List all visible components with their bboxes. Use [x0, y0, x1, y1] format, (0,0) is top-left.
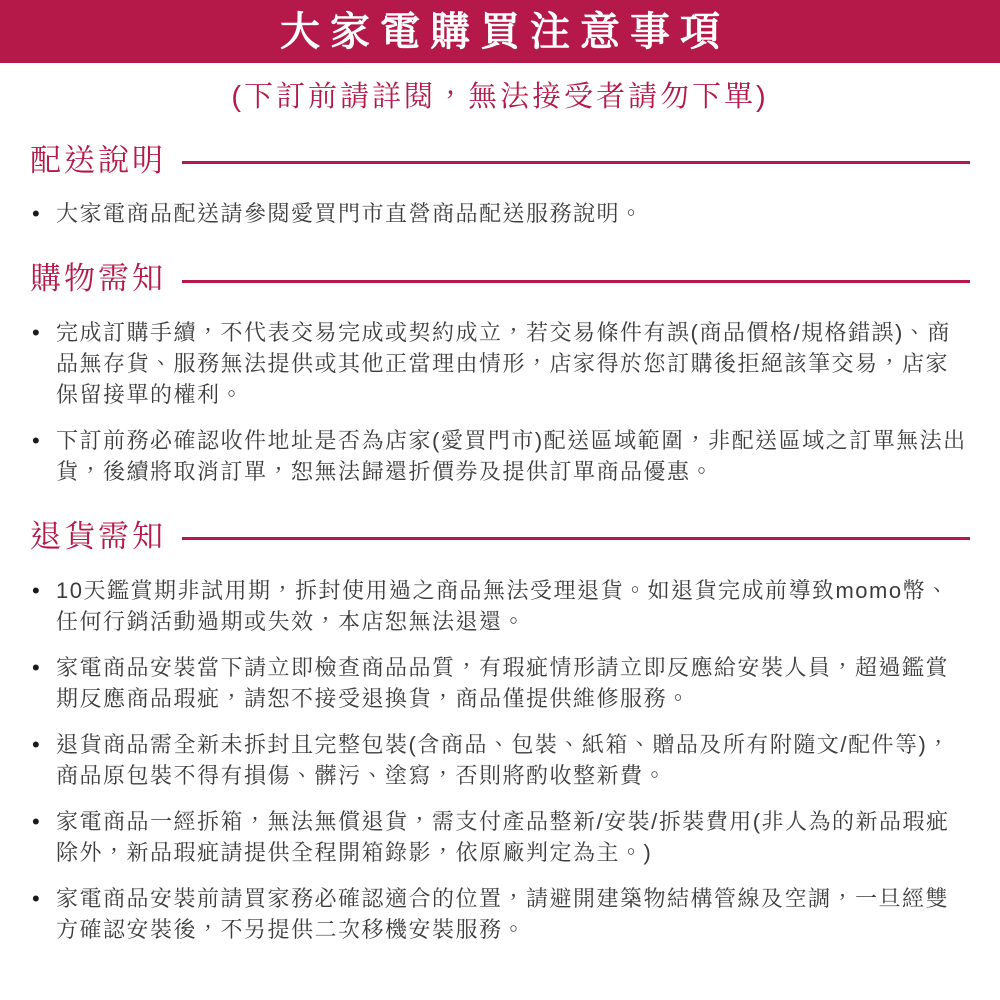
bullet-icon: •	[32, 577, 42, 603]
delivery-bullet-list	[30, 198, 970, 229]
list-item	[30, 883, 970, 945]
page-subtitle: (下訂前請詳閱，無法接受者請勿下單)	[231, 81, 769, 113]
section-header-returns	[30, 519, 970, 555]
section-heading-shopping: 購物需知	[30, 261, 166, 297]
list-item	[30, 425, 970, 487]
bullet-text: 10天鑑賞期非試用期，拆封使用過之商品無法受理退貨。如退貨完成前導致momo幣、任何行銷活動過期或失效，本店恕無法退還。	[56, 577, 950, 634]
bullet-text: 家電商品一經拆箱，無法無償退貨，需支付產品整新/安裝/拆裝費用(非人為的新品瑕疵除外，新品瑕疵請提供全程開箱錄影，依原廠判定為主。)	[56, 808, 950, 865]
bullet-icon: •	[32, 808, 42, 834]
section-heading-returns: 退貨需知	[30, 519, 166, 555]
header-banner	[0, 0, 1000, 63]
section-divider	[182, 537, 970, 540]
section-divider	[182, 280, 970, 283]
bullet-icon: •	[32, 885, 42, 911]
bullet-text: 家電商品安裝前請買家務必確認適合的位置，請避開建築物結構管線及空調，一旦經雙方確認安裝後，不另提供二次移機安裝服務。	[56, 885, 950, 942]
bullet-icon: •	[32, 654, 42, 680]
list-item	[30, 198, 970, 229]
bullet-text: 家電商品安裝當下請立即檢查商品品質，有瑕疵情形請立即反應給安裝人員，超過鑑賞期反應商品瑕疵，請恕不接受退換貨，商品僅提供維修服務。	[56, 654, 950, 711]
section-heading-delivery: 配送說明	[30, 142, 166, 178]
bullet-text: 完成訂購手續，不代表交易完成或契約成立，若交易條件有誤(商品價格/規格錯誤)、商品無存貨、服務無法提供或其他正當理由情形，店家得於您訂購後拒絕該筆交易，店家保留接單的權利。	[56, 320, 951, 408]
section-header-delivery	[30, 143, 970, 179]
list-item	[30, 729, 970, 791]
bullet-icon: •	[32, 320, 42, 346]
list-item	[30, 575, 970, 637]
bullet-text: 大家電商品配送請參閱愛買門市直營商品配送服務說明。	[56, 201, 644, 227]
list-item	[30, 317, 970, 410]
bullet-text: 退貨商品需全新未拆封且完整包裝(含商品、包裝、紙箱、贈品及所有附隨文/配件等)，商品原包裝不得有損傷、髒污、塗寫，否則將酌收整新費。	[56, 731, 951, 788]
bullet-text: 下訂前務必確認收件地址是否為店家(愛買門市)配送區域範圍，非配送區域之訂單無法出貨，後續將取消訂單，恕無法歸還折價券及提供訂單商品優惠。	[56, 428, 967, 485]
page-title: 大家電購買注意事項	[280, 9, 730, 54]
bullet-icon: •	[32, 428, 42, 454]
notice-content	[0, 143, 1000, 945]
bullet-icon: •	[32, 731, 42, 757]
returns-bullet-list	[30, 575, 970, 945]
section-divider	[182, 161, 970, 164]
list-item	[30, 806, 970, 868]
section-header-shopping	[30, 261, 970, 297]
list-item	[30, 652, 970, 714]
shopping-bullet-list	[30, 317, 970, 487]
bullet-icon: •	[32, 201, 42, 227]
